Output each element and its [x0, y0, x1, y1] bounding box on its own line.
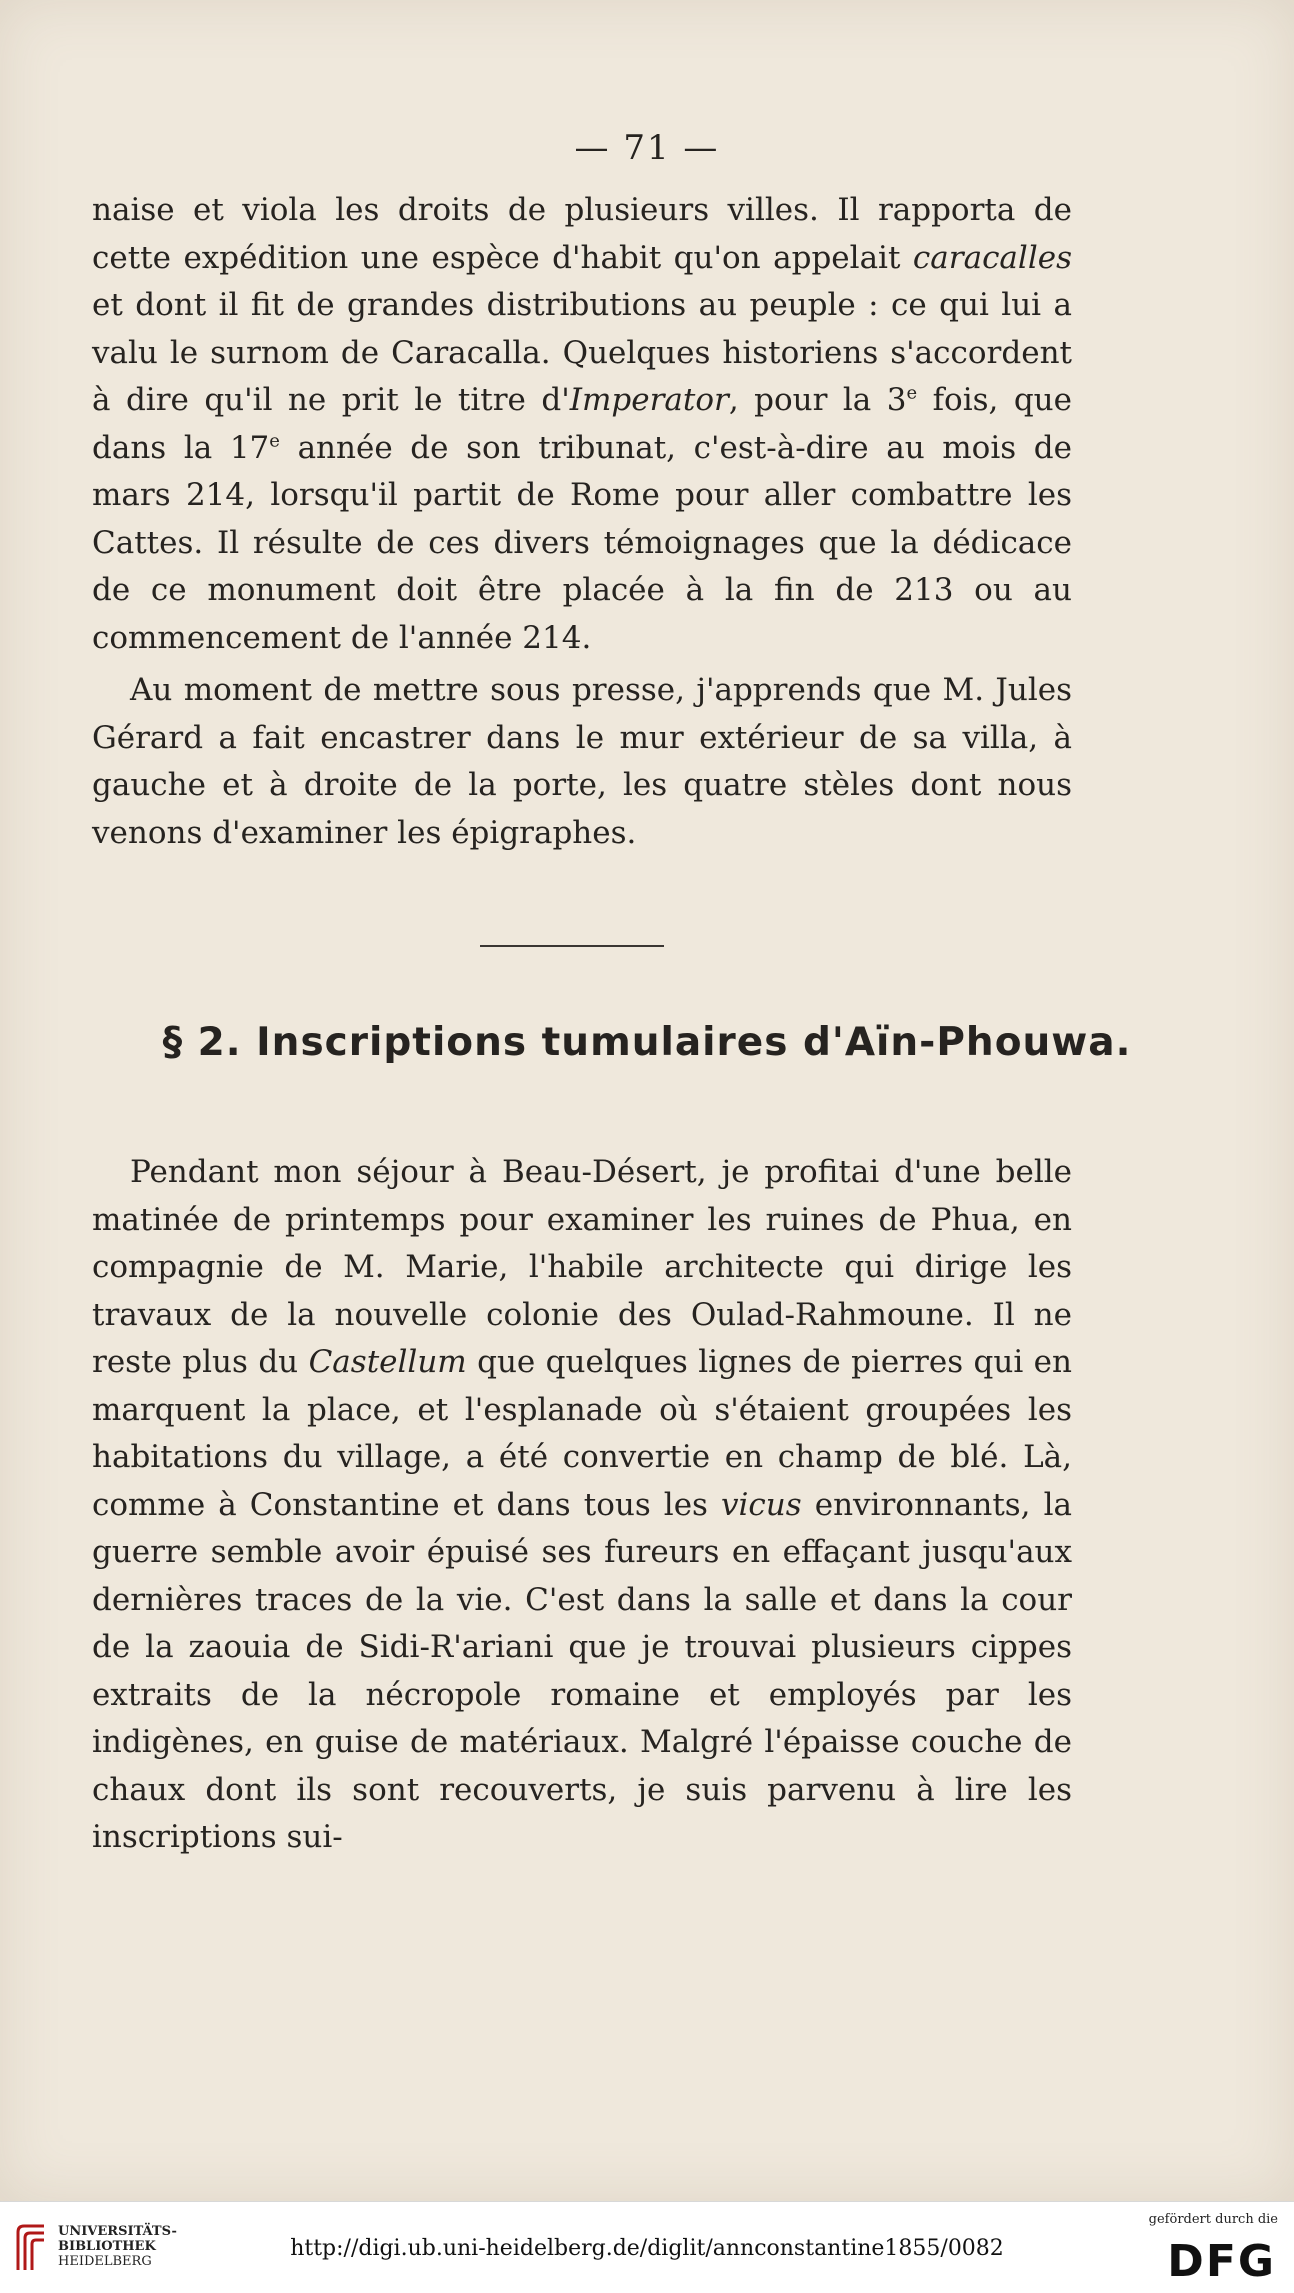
p2-text: Au moment de mettre sous presse, j'apprends que M. Jules Gérard a fait encastrer dans le mur extérieur de sa villa, à gauche et à droite de la porte, les quatre stèles dont nous venons d'examiner les épigraphes. — [92, 672, 1072, 851]
p1-term-imperator: Imperator — [569, 382, 729, 418]
library-line-3: HEIDELBERG — [58, 2254, 152, 2269]
p1-text-a: naise et viola les droits de plusieurs villes. Il rapporta de cette expédition une espèce d'habit qu'on appelait — [92, 192, 1072, 276]
p3-term-castellum: Castellum — [308, 1344, 467, 1380]
paragraph-press-note — [92, 667, 1072, 857]
funding-note: gefördert durch die — [1148, 2212, 1278, 2227]
source-url-link[interactable]: http://digi.ub.uni-heidelberg.de/diglit/annconstantine1855/0082 — [290, 2236, 1004, 2261]
p3-text-a: Pendant mon séjour à Beau-Désert, je profitai d'une belle matinée de printemps pour examiner les ruines de Phua, en compagnie de M. Marie, l'habile architecte qui dirige les travaux de la nouvelle colonie des Oulad-Rahmoune. Il ne reste plus du — [92, 1154, 1072, 1380]
library-line-2: BIBLIOTHEK — [58, 2239, 156, 2254]
section-divider — [480, 945, 664, 947]
p1-text-c: , pour la 3 — [728, 382, 907, 418]
section-heading: § 2. Inscriptions tumulaires d'Aïn-Phouwa. — [162, 1020, 1132, 1065]
p1-term-caracalles: caracalles — [912, 239, 1072, 276]
p1-superscript-1: e — [906, 382, 918, 404]
p1-text-e: année de son tribunat, c'est-à-dire au mois de mars 214, lorsqu'il partit de Rome pour aller combattre les Cattes. Il résulte de ces divers témoignages que la dédicace de ce monument doit être placée à la fin de 213 ou au commencement de l'année 214. — [92, 429, 1072, 656]
p1-text-b: et dont il fit de grandes distributions au peuple : ce qui lui a valu le surnom de Caracalla. Quelques historiens s'accordent à dire qu'il ne prit le titre d' — [92, 287, 1072, 418]
p1-superscript-2: e — [269, 430, 280, 452]
paragraph-continuation — [92, 187, 1072, 662]
p3-term-vicus: vicus — [721, 1486, 802, 1523]
paragraph-sejour — [92, 1149, 1072, 1862]
library-line-1: UNIVERSITÄTS- — [58, 2224, 177, 2239]
p3-text-b: que quelques lignes de pierres qui en marquent la place, et l'esplanade où s'étaient groupées les habitations du village, a été convertie en champ de blé. Là, comme à Constantine et dans tous les — [92, 1344, 1072, 1523]
page-number: — 71 — — [574, 128, 720, 168]
p3-text-c: environnants, la guerre semble avoir épuisé ses fureurs en effaçant jusqu'aux dernières traces de la vie. C'est dans la salle et dans la cour de la zaouia de Sidi-R'ariani que je trouvai plusieurs cippes extraits de la nécropole romaine et employés par les indigènes, en guise de matériaux. Malgré l'épaisse couche de chaux dont ils sont recouverts, je suis parvenu à lire les inscriptions sui- — [92, 1486, 1072, 1855]
dfg-logo: DFG — [1167, 2236, 1276, 2287]
p1-text-d: fois, que dans la 17 — [92, 382, 1072, 466]
